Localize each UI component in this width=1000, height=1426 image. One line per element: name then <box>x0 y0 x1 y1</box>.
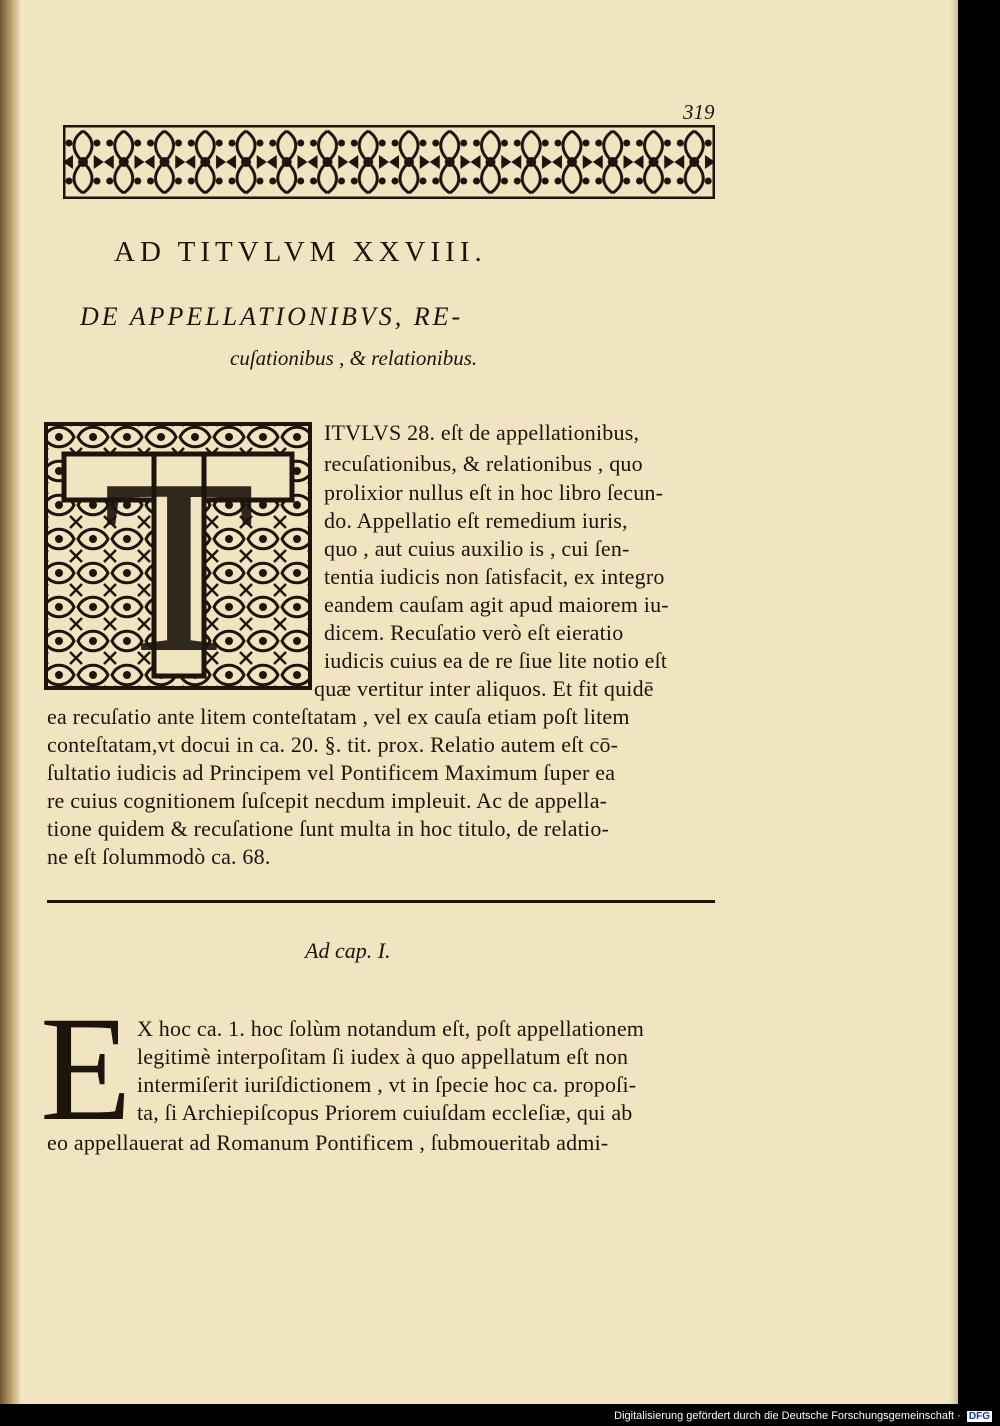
footer-text: Digitalisierung gefördert durch die Deutsche Forschungsgemeinschaft · <box>614 1410 961 1422</box>
book-binding <box>0 0 20 1404</box>
ornamental-headband <box>63 125 715 199</box>
text-line: legitimè interpoſitam ſi iudex à quo appellatum eſt non <box>137 1044 629 1069</box>
text-line: intermiſerit iuriſdictionem , vt in ſpecie hoc ca. propoſi- <box>137 1072 637 1097</box>
text-line: recuſationibus, & relationibus , quo <box>324 451 643 476</box>
text-line: eandem cauſam agit apud maiorem iu- <box>324 592 669 617</box>
text-line: do. Appellatio eſt remedium iuris, <box>324 508 628 533</box>
decorated-initial-t <box>42 420 314 692</box>
text-line: ta, ſi Archiepiſcopus Priorem cuiuſdam eccleſiæ, qui ab <box>137 1100 633 1125</box>
text-line: ea recuſatio ante litem conteſtatam , vel ex cauſa etiam poſt litem <box>47 704 630 729</box>
digitization-footer <box>614 1410 992 1422</box>
text-line: tentia iudicis non ſatisfacit, ex integro <box>324 564 665 589</box>
section-divider <box>47 900 715 903</box>
drop-cap-e: E <box>40 986 132 1152</box>
dfg-logo: DFG <box>968 1411 990 1422</box>
text-line: conteſtatam,vt docui in ca. 20. §. tit. prox. Relatio autem eſt cō- <box>47 732 619 757</box>
text-line: dicem. Recuſatio verò eſt eieratio <box>324 620 624 645</box>
text-line: quo , aut cuius auxilio is , cui ſen- <box>324 536 630 561</box>
subtitle-line-2: cuſationibus , & relationibus. <box>230 346 478 370</box>
text-line: ITVLVS 28. eſt de appellationibus, <box>324 420 640 445</box>
text-line: quæ vertitur inter aliquos. Et fit quidē <box>314 676 654 701</box>
text-line: re cuius cognitionem ſuſcepit necdum impleuit. Ac de appella- <box>47 788 608 813</box>
text-line: X hoc ca. 1. hoc ſolùm notandum eſt, poſt appellationem <box>137 1016 645 1041</box>
subtitle-line-1: DE APPELLATIONIBVS, RE- <box>80 302 464 331</box>
title-heading: AD TITVLVM XXVIII. <box>114 236 487 268</box>
text-line: eo appellauerat ad Romanum Pontificem , ſubmoueritab admi- <box>47 1130 609 1155</box>
section-heading: Ad cap. I. <box>305 938 391 963</box>
text-line: ne eſt ſolummodò ca. 68. <box>47 844 271 869</box>
text-line: ſultatio iudicis ad Principem vel Pontificem Maximum ſuper ea <box>47 760 616 785</box>
page-number: 319 <box>683 100 715 124</box>
text-line: iudicis cuius ea de re ſiue lite notio eſt <box>324 648 668 673</box>
text-line: tione quidem & recuſatione ſunt multa in hoc titulo, de relatio- <box>47 816 610 841</box>
page-edge <box>950 0 958 1404</box>
text-line: prolixior nullus eſt in hoc libro ſecun- <box>324 480 664 505</box>
svg-text:T: T <box>102 428 256 692</box>
